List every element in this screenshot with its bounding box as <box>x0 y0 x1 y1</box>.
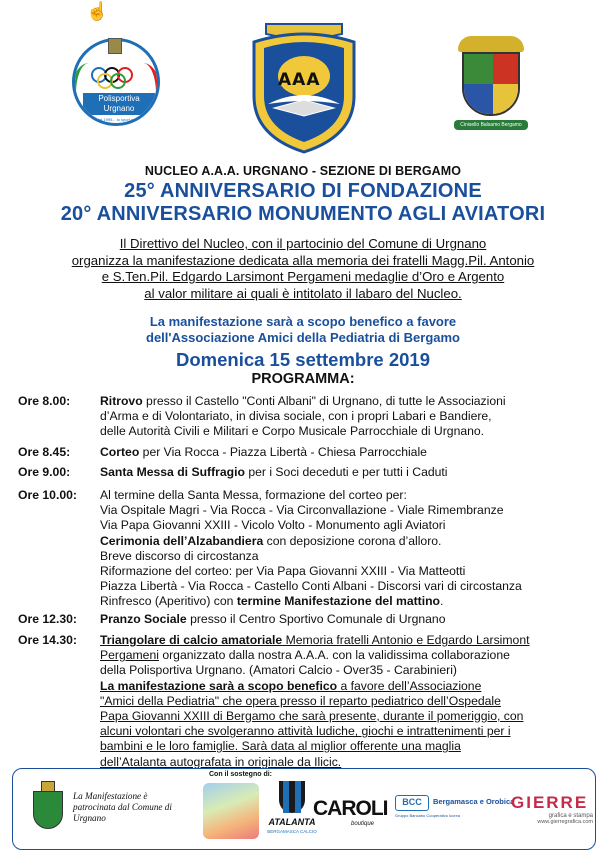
urgnano-crest-icon <box>31 781 65 831</box>
caroli-subtitle: boutique <box>351 821 375 827</box>
benefit-line: La manifestazione sarà a scopo benefico a favore <box>149 314 457 329</box>
nucleo-heading: NUCLEO A.A.A. URGNANO - SEZIONE DI BERGAMO <box>144 164 462 178</box>
regional-crest-logo <box>456 36 526 136</box>
aaa-association-logo <box>244 16 364 156</box>
polisportiva-motto: ...dal 1995... lo sport per tutti <box>93 117 145 122</box>
crest-ribbon: Cinisello Balsamo Bergamo <box>454 120 528 130</box>
schedule-text: Santa Messa di Suffragio per i Soci deceduti e per tutti i Caduti <box>100 465 448 479</box>
intro-line: e S.Ten.Pil. Edgardo Larsimont Pergameni medaglie d’Oro e Argento <box>101 269 505 284</box>
bcc-subtitle: Gruppo Bancario Cooperativo Iccrea <box>395 813 460 818</box>
gierre-logo <box>511 793 593 825</box>
schedule-time: Ore 8.00: <box>18 394 71 408</box>
schedule-text: Triangolare di calcio amatoriale Memoria fratelli Antonio e Edgardo Larsimont Pergameni organizzato dalla nostra A.A.A. con la validissima collaborazione della Polisportiva Urgnano. (Amatori Calcio - Over35 - Carabinieri) La manifestazione sarà a scopo benefico a favore dell’Associazione "Amici della Pediatria" che opera presso il reparto pediatrico dell’Ospedale Papa Giovanni XXIII di Bergamo che sarà presente, durante il pomeriggio, con alcuni volontari che svolgeranno attività ludiche, giochi e intrattenimenti per i bambini e le loro famiglie. Sarà data al miglior offerente una maglia dell’Atalanta autografata in originale da Ilicic. <box>100 633 530 769</box>
patronage-text: La Manifestazione è patrocinata dal Comune di Urgnano <box>73 791 172 823</box>
atalanta-name: ATALANTA <box>268 817 316 827</box>
bcc-bank-logo <box>395 795 515 818</box>
caroli-logo: CAROLI <box>313 797 388 820</box>
schedule-time: Ore 14.30: <box>18 633 77 647</box>
benefit-line: dell'Associazione Amici della Pediatria di Bergamo <box>146 330 460 345</box>
anniversary-title-1: 25° ANNIVERSARIO DI FONDAZIONE <box>124 180 482 202</box>
intro-line: Il Direttivo del Nucleo, con il partocinio del Comune di Urgnano <box>119 236 487 251</box>
bcc-mark: BCC <box>395 795 429 811</box>
event-date: Domenica 15 settembre 2019 <box>176 349 430 370</box>
benefit-notice <box>0 314 606 346</box>
schedule-time: Ore 9.00: <box>18 465 71 479</box>
aaa-letters: AAA <box>278 70 321 90</box>
atalanta-crest-icon <box>279 781 305 813</box>
intro-paragraph <box>0 236 606 302</box>
bcc-name: Bergamasca e Orobica <box>433 797 515 806</box>
intro-line: organizza la manifestazione dedicata alla memoria dei fratelli Magg.Pil. Antonio <box>71 252 535 268</box>
gierre-website: www.gierregrafica.com <box>537 819 593 825</box>
programma-heading: PROGRAMMA: <box>251 371 355 387</box>
tower-icon <box>108 38 122 54</box>
crest-shield-icon <box>462 52 520 116</box>
sponsor-heading: Con il sostegno di: <box>209 771 272 778</box>
schedule-text: Pranzo Sociale presso il Centro Sportivo Comunale di Urgnano <box>100 612 446 626</box>
atalanta-subtitle: BERGAMASCA CALCIO <box>267 829 317 834</box>
anniversary-title-2: 20° ANNIVERSARIO MONUMENTO AGLI AVIATORI <box>60 203 546 225</box>
atalanta-logo <box>265 781 319 841</box>
gierre-name: GIERRE <box>511 793 589 812</box>
polisportiva-label: Polisportiva Urgnano <box>83 93 155 115</box>
hand-cursor-icon: ☝ <box>86 1 109 21</box>
crown-icon <box>458 36 524 52</box>
sponsor-footer <box>12 768 596 850</box>
amici-pediatria-logo <box>203 783 259 839</box>
olympic-rings-icon <box>91 67 147 89</box>
schedule-text: Corteo per Via Rocca - Piazza Libertà - Chiesa Parrocchiale <box>100 445 427 459</box>
schedule-text: Al termine della Santa Messa, formazione del corteo per: Via Ospitale Magri - Via Rocca - Via Circonvallazione - Viale Rimembranze Via Papa Giovanni XXIII - Vicolo Volto - Monumento agli Aviatori Cerimonia dell’Alzabandiera con deposizione corona d’alloro. Breve discorso di circostanza Riformazione del corteo: per Via Papa Giovanni XXIII - Via Matteotti Piazza Libertà - Via Rocca - Castello Conti Albani - Discorsi vari di circostanza Rinfresco (Aperitivo) con termine Manifestazione del mattino. <box>100 488 522 609</box>
schedule-time: Ore 12.30: <box>18 612 77 626</box>
schedule-text: Ritrovo presso il Castello "Conti Albani" di Urgnano, di tutte le Associazioni d’Arma e di Volontariato, in divisa sociale, con i propri Labari e Bandiere, delle Autorità Civili e Militari e Corpo Musicale Parrocchiale di Urgnano. <box>100 394 506 439</box>
schedule-time: Ore 10.00: <box>18 488 77 502</box>
logo-header <box>0 0 606 160</box>
gierre-tagline: grafica e stampa <box>548 813 593 819</box>
schedule-time: Ore 8.45: <box>18 445 71 459</box>
intro-line: al valor militare ai quali è intitolato il labaro del Nucleo. <box>144 285 462 301</box>
